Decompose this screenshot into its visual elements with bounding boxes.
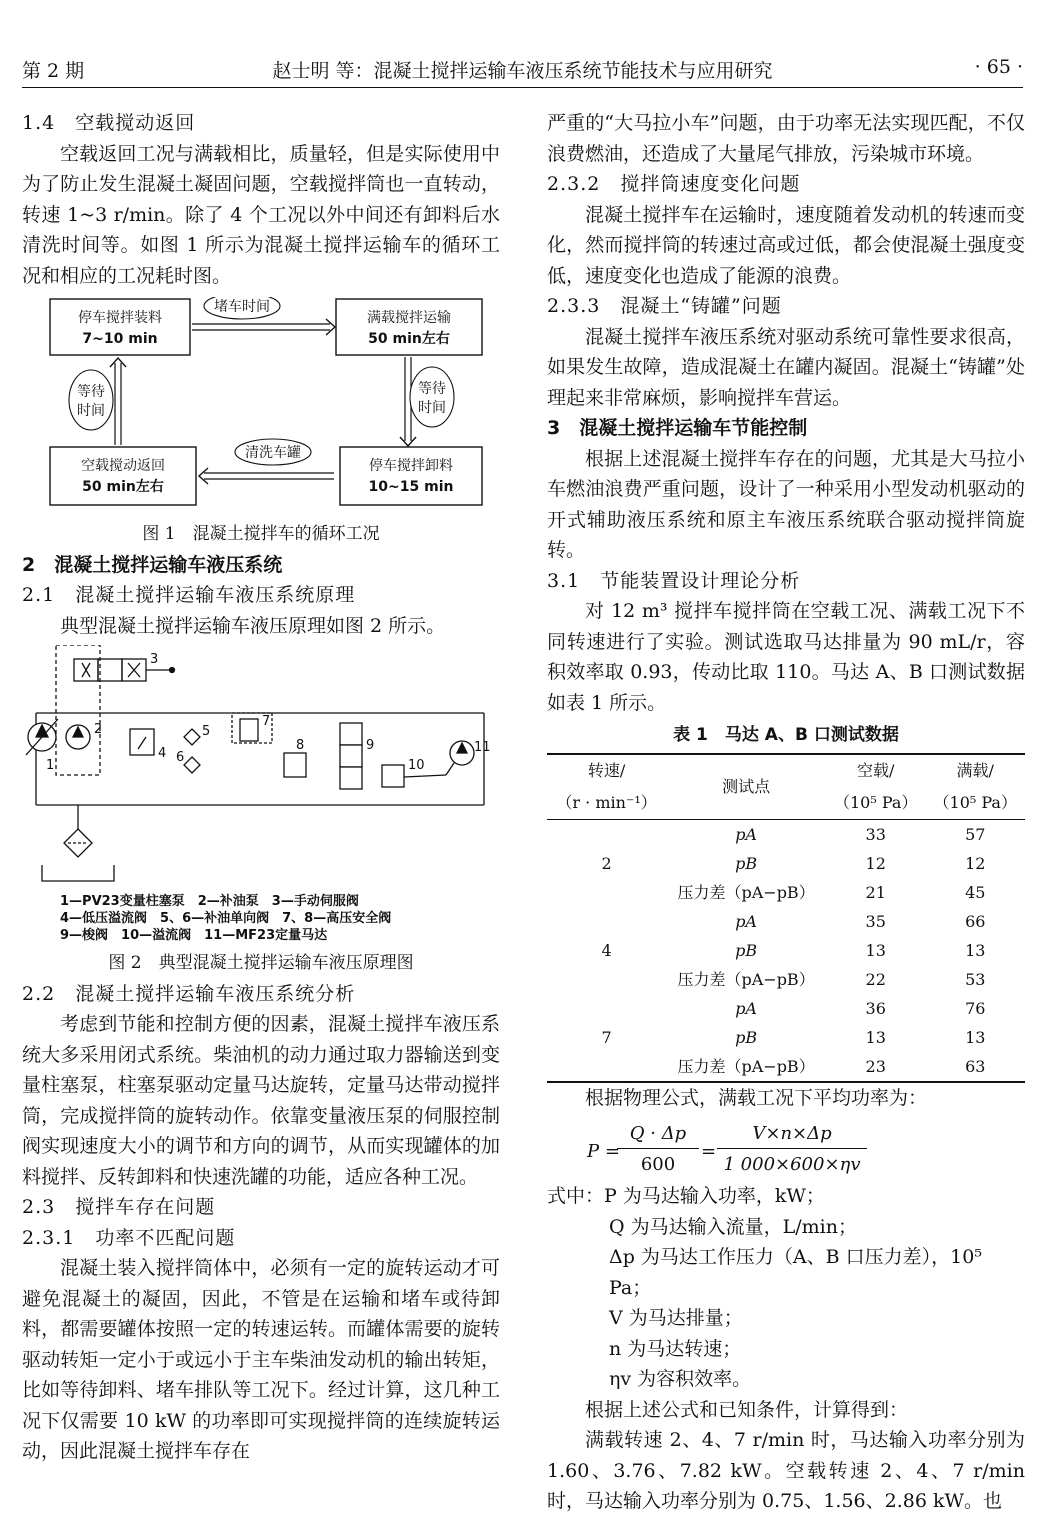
cell-full: 66 (965, 911, 986, 931)
cell-point: pA (735, 824, 757, 844)
section-3-title: 3 混凝土搅拌运输车节能控制 (547, 417, 808, 439)
where-eta: ηv 为容积效率。 (609, 1368, 752, 1390)
section-2-3-1-title: 2.3.1 功率不匹配问题 (22, 1226, 236, 1249)
cell-point: pB (735, 1027, 758, 1047)
section-3-1-paragraph: 对 12 m³ 搅拌车搅拌筒在空载工况、满载工况下不同转速进行了实验。测试选取马达排量为 90 mL/r，容积效率取 0.93，传动比取 110。马达 A、B 口测试数据如表 1 所示。 (547, 600, 1025, 714)
cell-point: pA (735, 998, 757, 1018)
box-return-line2: 50 min左右 (82, 479, 164, 495)
box-loading-line2: 7~10 min (82, 331, 158, 347)
section-2-3-2-paragraph: 混凝土搅拌车在运输时，速度随着发动机的转速而变化，然而搅拌筒的转速过高或过低，都会使混凝土强度变低，速度变化也造成了能源的浪费。 (547, 203, 1025, 287)
schematic-label-4: 4 (158, 746, 167, 761)
cell-speed (547, 819, 666, 849)
formula-num1: Q · Δp (629, 1123, 687, 1144)
legend-line-3: 9—梭阀 10—溢流阀 11—MF23定量马达 (60, 928, 328, 943)
section-3-paragraph: 根据上述混凝土搅拌车存在的问题，尤其是大马拉小车燃油浪费严重问题，设计了一种采用小型发动机驱动的开式辅助液压系统和原主车液压系统联合驱动搅拌筒旋转。 (547, 447, 1025, 561)
th-empty-2: （10⁵ Pa） (826, 787, 926, 820)
header-rule (22, 87, 1023, 88)
page-number: · 65 · (974, 56, 1023, 78)
cell-point: 压力差（pA−pB） (677, 969, 815, 989)
cell-speed: 4 (601, 940, 612, 960)
schematic-label-9: 9 (366, 738, 375, 753)
th-speed-1: 转速/ (547, 754, 666, 787)
section-2-1-title: 2.1 混凝土搅拌运输车液压系统原理 (22, 584, 356, 606)
table-row (547, 849, 1025, 878)
where-n: n 为马达转速； (609, 1337, 742, 1360)
power-formula (587, 1119, 1025, 1179)
label-wash-tank: 清洗车罐 (245, 445, 301, 461)
cell-full: 57 (965, 824, 986, 844)
section-2-3-2-title: 2.3.2 搅拌筒速度变化问题 (547, 173, 801, 195)
table-row (547, 965, 1025, 994)
label-traffic-wait: 堵车时间 (214, 299, 270, 315)
section-2-2-title: 2.2 混凝土搅拌运输车液压系统分析 (22, 982, 356, 1005)
cell-speed (547, 907, 666, 936)
label-wait-left-1: 等待 (77, 384, 105, 400)
section-2-2-paragraph: 考虑到节能和控制方便的因素，混凝土搅拌车液压系统大多采用闭式系统。柴油机的动力通过取力器输送到变量柱塞泵，柱塞泵驱动定量马达旋转，定量马达带动搅拌筒，完成搅拌筒的旋转动作。依靠变量液压泵的伺服控制阀实现速度大小的调节和方向的调节，从而实现罐体的加料搅拌、反转卸料和快速洗罐的功能，适应各种工况。 (22, 1013, 500, 1188)
cell-full: 12 (965, 853, 986, 873)
formula-den1: 600 (640, 1154, 676, 1175)
cell-point: 压力差（pA−pB） (666, 1052, 826, 1082)
left-column (22, 108, 500, 1467)
cell-point: 压力差（pA−pB） (677, 882, 815, 902)
cell-full: 53 (965, 969, 986, 989)
table-row (547, 994, 1025, 1023)
th-full-2: （10⁵ Pa） (925, 787, 1025, 820)
cell-empty: 13 (865, 940, 886, 960)
cell-empty: 21 (865, 882, 886, 902)
where-q: Q 为马达输入流量，L/min； (609, 1215, 857, 1238)
calc-paragraph: 满载转速 2、4、7 r/min 时，马达输入功率分别为 1.60、3.76、7.82 kW。空载转速 2、4、7 r/min 时，马达输入功率分别为 0.75、1.56、2.86 kW。也 (547, 1429, 1025, 1512)
cell-full: 13 (965, 1027, 986, 1047)
cell-empty: 23 (826, 1052, 926, 1082)
box-unloading-line1: 停车搅拌卸料 (369, 458, 453, 474)
label-wait-right-1: 等待 (418, 381, 446, 397)
section-2-3-3-paragraph: 混凝土搅拌车液压系统对驱动系统可靠性要求很高，如果发生故障，造成混凝土在罐内凝固。混凝土“铸罐”处理起来非常麻烦，影响搅拌车营运。 (547, 325, 1025, 409)
table-row (547, 1052, 1025, 1082)
hydraulic-schematic (22, 645, 500, 893)
box-transport-line1: 满载搅拌运输 (367, 310, 451, 326)
cell-full: 13 (965, 940, 986, 960)
cell-speed (547, 1052, 666, 1082)
schematic-label-7: 7 (262, 714, 271, 729)
cell-speed: 2 (601, 853, 612, 873)
box-unloading-line2: 10~15 min (368, 479, 454, 495)
schematic-label-10: 10 (408, 758, 425, 773)
th-full-1: 满载/ (925, 754, 1025, 787)
section-2-3-1-paragraph: 混凝土装入搅拌筒体中，必须有一定的旋转运动才可避免混凝土的凝固，因此，不管是在运输和堵车或待卸料，都需要罐体按照一定的转速运转。而罐体需要的旋转驱动转矩一定小于或远小于主车柴油发动机的输出转矩，比如等待卸料、堵车排队等工况下。经过计算，这几种工况下仅需要 10 kW 的功率即可实现搅拌筒的连续旋转运动，因此混凝土搅拌车存在 (22, 1257, 500, 1462)
cell-speed (547, 878, 666, 907)
cell-point: pB (735, 940, 758, 960)
cell-empty: 33 (865, 824, 886, 844)
cell-point: pB (735, 853, 758, 873)
schematic-label-3: 3 (150, 652, 159, 667)
schematic-label-6: 6 (176, 750, 185, 765)
box-return-line1: 空载搅动返回 (81, 458, 165, 474)
cell-empty: 36 (865, 998, 886, 1018)
cell-speed (547, 965, 666, 994)
cycle-diagram (22, 297, 500, 517)
figure-2-caption: 图 2 典型混凝土搅拌运输车液压原理图 (108, 953, 414, 973)
right-column (547, 108, 1025, 1517)
cell-empty: 13 (865, 1027, 886, 1047)
formula-eq: = (701, 1141, 717, 1162)
section-3-1-title: 3.1 节能装置设计理论分析 (547, 569, 801, 592)
table-1 (547, 753, 1025, 1083)
cell-empty: 12 (865, 853, 886, 873)
formula-num2: V×n×Δp (752, 1123, 832, 1144)
box-transport-line2: 50 min左右 (368, 331, 450, 347)
section-2-3-title: 2.3 搅拌车存在问题 (22, 1196, 216, 1218)
table-row (547, 907, 1025, 936)
table-row (547, 936, 1025, 965)
cell-speed (547, 994, 666, 1023)
box-return (50, 447, 196, 505)
section-1-4-paragraph: 空载返回工况与满载相比，质量轻，但是实际使用中为了防止发生混凝土凝固问题，空载搅拌筒也一直转动，转速 1~3 r/min。除了 4 个工况以外中间还有卸料后水清洗时间等。如图 1 所示为混凝土搅拌运输车的循环工况和相应的工况耗时图。 (22, 142, 500, 287)
where-dp: Δp 为马达工作压力（A、B 口压力差），10⁵ Pa； (609, 1246, 982, 1299)
table-row (547, 1023, 1025, 1052)
running-header (22, 52, 1023, 86)
formula-intro: 根据物理公式，满载工况下平均功率为： (585, 1086, 928, 1109)
where-line: 式中：P 为马达输入功率，kW； (547, 1185, 825, 1207)
schematic-label-1: 1 (46, 758, 55, 773)
legend-line-1: 1—PV23变量柱塞泵 2—补油泵 3—手动伺服阀 (60, 894, 359, 909)
schematic-label-5: 5 (202, 724, 211, 739)
issue-number: 第 2 期 (22, 60, 85, 82)
where-v: V 为马达排量； (609, 1307, 743, 1329)
section-2-title: 2 混凝土搅拌运输车液压系统 (22, 553, 283, 576)
schematic-label-8: 8 (296, 738, 305, 753)
box-loading-line1: 停车搅拌装料 (78, 310, 162, 326)
calc-intro: 根据上述公式和已知条件，计算得到： (585, 1398, 909, 1421)
running-title: 赵士明 等：混凝土搅拌运输车液压系统节能技术与应用研究 (272, 60, 773, 82)
figure-1 (22, 297, 500, 517)
figure-2-legend (60, 893, 500, 944)
cell-empty: 35 (865, 911, 886, 931)
section-2-1-paragraph: 典型混凝土搅拌运输车液压原理如图 2 所示。 (60, 614, 446, 637)
th-speed-2: （r · min⁻¹） (547, 787, 666, 820)
cell-point: pA (735, 911, 757, 931)
th-point: 测试点 (666, 754, 826, 820)
cell-speed: 7 (601, 1027, 612, 1047)
table-row (547, 819, 1025, 849)
legend-line-2: 4—低压溢流阀 5、6—补油单向阀 7、8—高压安全阀 (60, 911, 392, 926)
th-empty-1: 空载/ (826, 754, 926, 787)
formula-den2: 1 000×600×ηv (723, 1154, 861, 1175)
formula-lhs: P = (587, 1141, 620, 1162)
continued-paragraph: 严重的“大马拉小车”问题，由于功率无法实现匹配，不仅浪费燃油，还造成了大量尾气排放，污染城市环境。 (547, 112, 1025, 165)
schematic-label-11: 11 (474, 740, 491, 755)
cell-empty: 22 (865, 969, 886, 989)
cell-full: 76 (965, 998, 986, 1018)
table-1-caption: 表 1 马达 A、B 口测试数据 (673, 725, 899, 745)
label-wait-right-2: 时间 (418, 400, 446, 416)
table-row (547, 878, 1025, 907)
box-unloading (340, 447, 482, 505)
cell-full: 45 (965, 882, 986, 902)
figure-1-caption: 图 1 混凝土搅拌车的循环工况 (142, 524, 380, 544)
figure-2 (22, 645, 500, 893)
label-wait-left-2: 时间 (77, 403, 105, 419)
cell-full: 63 (925, 1052, 1025, 1082)
section-1-4-title: 1.4 空载搅动返回 (22, 112, 196, 134)
section-2-3-3-title: 2.3.3 混凝土“铸罐”问题 (547, 295, 782, 317)
schematic-label-2: 2 (94, 722, 103, 737)
